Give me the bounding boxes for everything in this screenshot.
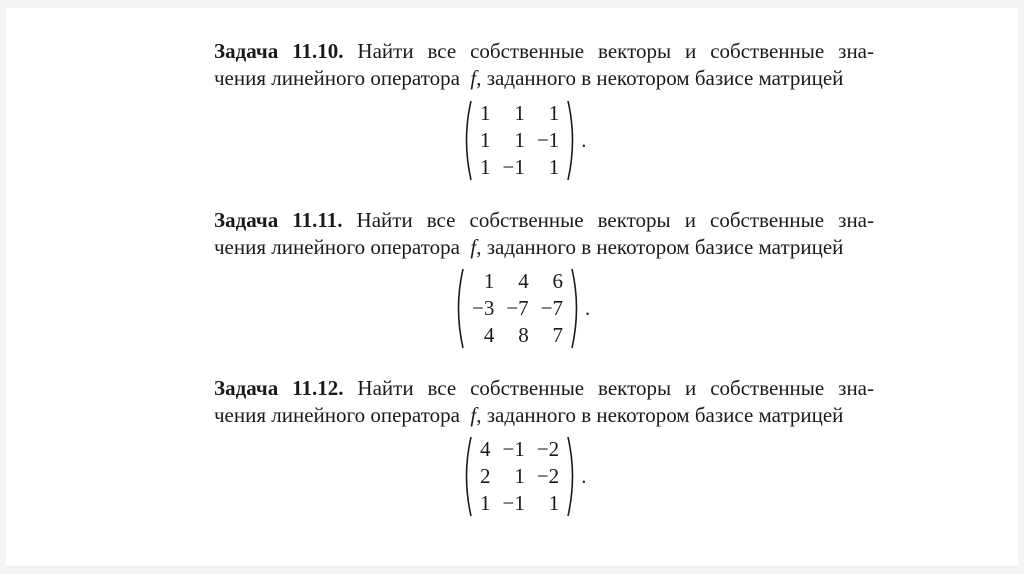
matrix-cell: 6 xyxy=(552,269,564,293)
matrix-cell: 4 xyxy=(483,323,495,347)
matrix-cell: 1 xyxy=(480,155,491,179)
right-parenthesis xyxy=(565,100,579,181)
task-statement-line-2: чения линейного оператора f, заданного в некотором базисе матрицей xyxy=(214,66,844,90)
operator-symbol: f xyxy=(470,66,477,90)
matrix-cell: −1 xyxy=(502,491,525,515)
task-11-11 xyxy=(214,207,874,261)
matrix-cell: 4 xyxy=(518,269,529,293)
matrix-cell: 4 xyxy=(480,437,491,461)
task-11-10 xyxy=(214,38,874,92)
slide-frame-top xyxy=(0,0,1024,8)
right-parenthesis xyxy=(569,268,583,349)
matrix-11-10 xyxy=(460,100,586,181)
task-statement-line-2: чения линейного оператора f, заданного в некотором базисе матрицей xyxy=(214,403,844,427)
matrix-cell: 1 xyxy=(483,269,495,293)
matrix-cell: −3 xyxy=(472,296,495,320)
task-statement-line-1: Задача 11.11. Найти все собственные векторы и собственные зна- xyxy=(214,208,874,232)
task-statement-line-2: чения линейного оператора f, заданного в некотором базисе матрицей xyxy=(214,235,844,259)
task-title: Задача 11.12. xyxy=(214,376,344,400)
matrix-cell: 2 xyxy=(480,464,491,488)
matrix-11-11 xyxy=(452,268,590,349)
matrix-cell: 1 xyxy=(548,155,560,179)
matrix-cell: 1 xyxy=(548,101,560,125)
matrix-11-12 xyxy=(460,436,586,517)
slide-frame-left xyxy=(0,0,6,574)
matrix-cell: 1 xyxy=(480,128,491,152)
matrix-period: . xyxy=(581,128,587,152)
operator-symbol: f xyxy=(470,403,477,427)
matrix-cell: 1 xyxy=(480,491,491,515)
matrix-cell: 1 xyxy=(548,491,560,515)
left-parenthesis xyxy=(460,100,474,181)
task-title: Задача 11.10. xyxy=(214,39,344,63)
matrix-period: . xyxy=(585,296,591,320)
operator-symbol: f xyxy=(470,235,477,259)
matrix-cell: −1 xyxy=(502,437,525,461)
task-statement-line-1: Задача 11.10. Найти все собственные векторы и собственные зна- xyxy=(214,39,875,63)
matrix-cell: 7 xyxy=(552,323,564,347)
matrix-period: . xyxy=(581,464,587,488)
matrix-cell: 1 xyxy=(514,101,525,125)
task-11-12 xyxy=(214,375,874,429)
matrix-table xyxy=(466,268,569,349)
matrix-cell: −1 xyxy=(502,155,525,179)
matrix-cell: 1 xyxy=(480,101,491,125)
slide-frame-right xyxy=(1018,0,1024,574)
matrix-cell: 1 xyxy=(514,128,525,152)
matrix-cell: −2 xyxy=(536,464,560,488)
matrix-cell: 8 xyxy=(518,323,529,347)
slide-frame-bottom xyxy=(0,566,1024,574)
task-title: Задача 11.11. xyxy=(214,208,343,232)
matrix-cell: 1 xyxy=(514,464,525,488)
left-parenthesis xyxy=(460,436,474,517)
right-parenthesis xyxy=(565,436,579,517)
matrix-table xyxy=(474,436,565,517)
matrix-table xyxy=(474,100,565,181)
left-parenthesis xyxy=(452,268,466,349)
matrix-cell: −2 xyxy=(536,437,560,461)
matrix-cell: −1 xyxy=(536,128,560,152)
matrix-cell: −7 xyxy=(506,296,529,320)
matrix-cell: −7 xyxy=(540,296,564,320)
task-statement-line-1: Задача 11.12. Найти все собственные векторы и собственные зна- xyxy=(214,376,875,400)
